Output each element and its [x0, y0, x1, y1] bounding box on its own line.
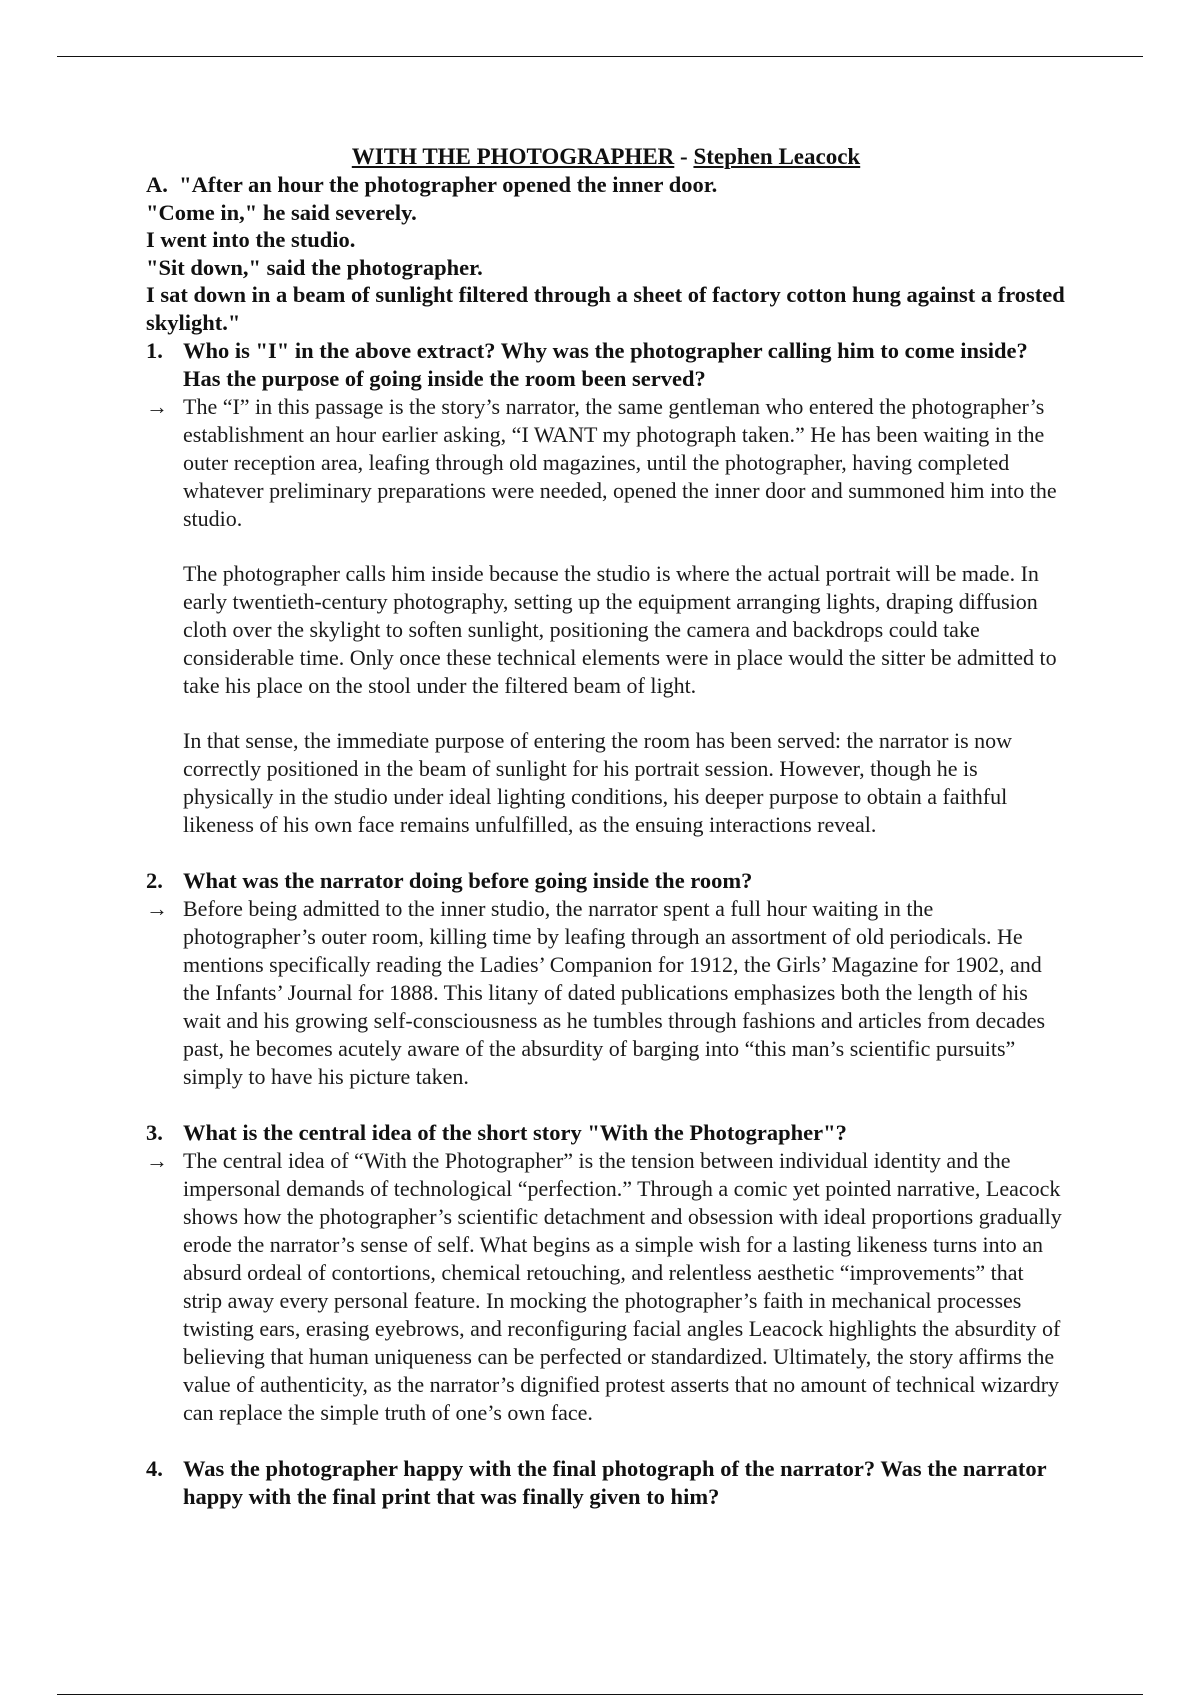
extract-line: "Come in," he said severely.: [146, 199, 417, 225]
question-4: [146, 1455, 1066, 1511]
answer-3: [146, 1147, 1066, 1427]
extract-line: I went into the studio.: [146, 227, 356, 253]
answer-paragraph: The “I” in this passage is the story’s narrator, the same gentleman who entered the photographer’s establishment an hour earlier asking, “I WANT my photograph taken.” He has been waiting in the outer reception area, leafing through old magazines, until the photographer, having completed whatever preliminary preparations were needed, opened the inner door and summoned him into the studio.: [183, 393, 1057, 531]
question-1: [146, 337, 1066, 393]
title-separator: -: [674, 144, 694, 169]
question-number: 4.: [146, 1455, 163, 1481]
extract-line: I sat down in a beam of sunlight filtered through a sheet of factory cotton hung against a frosted skylight.": [146, 282, 1065, 335]
question-number: 1.: [146, 337, 163, 363]
answer-paragraph: Before being admitted to the inner studio, the narrator spent a full hour waiting in the photographer’s outer room, killing time by leafing through an assortment of old periodicals. He mentions specifically reading the Ladies’ Companion for 1912, the Girls’ Magazine for 1902, and the Infants’ Journal for 1888. This litany of dated publications emphasizes both the length of his wait and his growing self-consciousness as he tumbles through fashions and articles from decades past, he becomes acutely aware of the absurdity of barging into “this man’s scientific pursuits” simply to have his picture taken.: [183, 895, 1046, 1089]
answer-paragraph: The central idea of “With the Photographer” is the tension between individual identity and the impersonal demands of technological “perfection.” Through a comic yet pointed narrative, Leacock shows how the photographer’s scientific detachment and obsession with ideal proportions gradually erode the narrator’s sense of self. What begins as a simple wish for a lasting likeness turns into an absurd ordeal of contortions, chemical retouching, and relentless aesthetic “improvements” that strip away every personal feature. In mocking the photographer’s faith in mechanical processes twisting ears, erasing eyebrows, and reconfiguring facial angles Leacock highlights the absurdity of believing that human uniqueness can be perfected or standardized. Ultimately, the story affirms the value of authenticity, as the narrator’s dignified protest asserts that no amount of technical wizardry can replace the simple truth of one’s own face.: [183, 1147, 1062, 1425]
bottom-rule: [57, 1694, 1143, 1695]
extract-line: "Sit down," said the photographer.: [146, 254, 483, 280]
story-author: Stephen Leacock: [693, 144, 861, 169]
answer-2: [146, 895, 1066, 1091]
page-title: [146, 143, 1066, 171]
question-text: What was the narrator doing before going inside the room?: [183, 867, 753, 893]
extract-label: A.: [146, 172, 168, 197]
story-title: WITH THE PHOTOGRAPHER: [351, 144, 675, 169]
answer-1: [146, 393, 1066, 839]
arrow-icon: →: [146, 895, 168, 921]
top-rule: [57, 56, 1143, 57]
answer-paragraph: In that sense, the immediate purpose of entering the room has been served: the narrator is now correctly positioned in the beam of sunlight for his portrait session. However, though he is physically in the studio under ideal lighting conditions, his deeper purpose to obtain a faithful likeness of his own face remains unfulfilled, as the ensuing interactions reveal.: [183, 727, 1013, 837]
question-3: [146, 1119, 1066, 1147]
extract-line: A. "After an hour the photographer opened the inner door.: [146, 172, 718, 197]
arrow-icon: →: [146, 1147, 168, 1173]
question-text: What is the central idea of the short story "With the Photographer"?: [183, 1119, 847, 1145]
question-text: Was the photographer happy with the final photograph of the narrator? Was the narrator happy with the final print that was finally given to him?: [183, 1455, 1047, 1509]
question-number: 3.: [146, 1119, 163, 1145]
question-number: 2.: [146, 867, 163, 893]
question-text: Who is "I" in the above extract? Why was the photographer calling him to come inside? Has the purpose of going inside the room been served?: [183, 337, 1028, 391]
answer-paragraph: The photographer calls him inside because the studio is where the actual portrait will be made. In early twentieth-century photography, setting up the equipment arranging lights, draping diffusion cloth over the skylight to soften sunlight, positioning the camera and backdrops could take considerable time. Only once these technical elements were in place would the sitter be admitted to take his place on the stool under the filtered beam of light.: [183, 560, 1057, 698]
document-body: [146, 143, 1066, 1511]
extract-passage: [146, 171, 1066, 337]
arrow-icon: →: [146, 393, 168, 419]
question-2: [146, 867, 1066, 895]
